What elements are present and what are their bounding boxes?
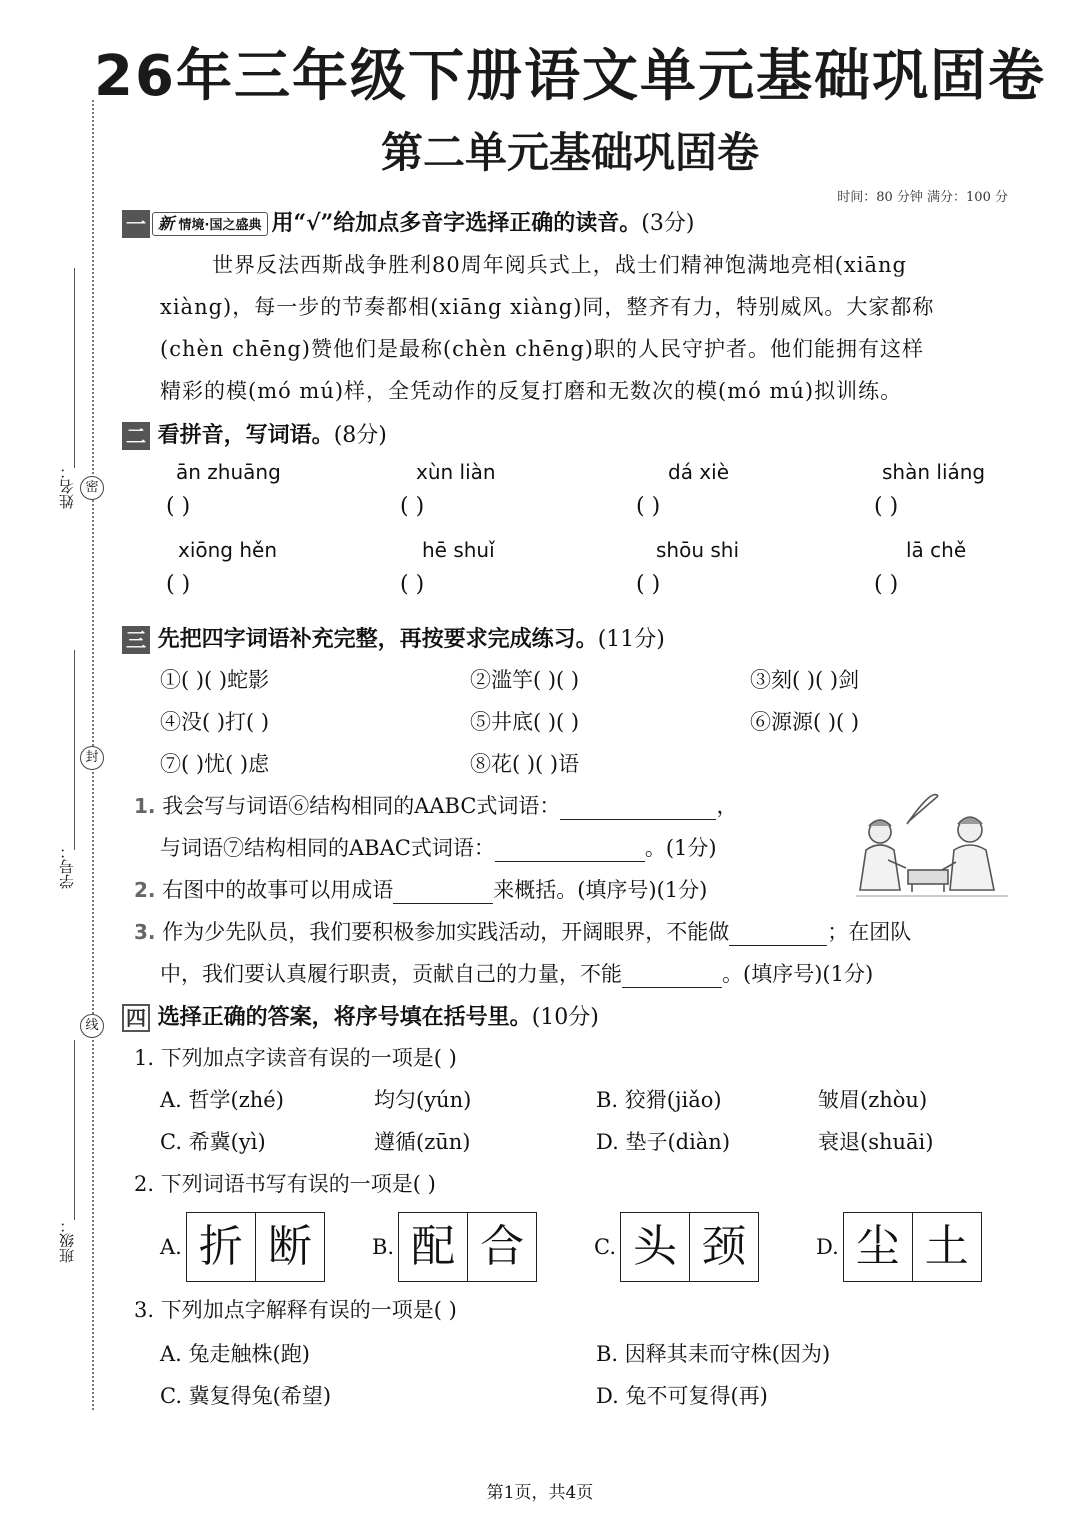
question-4-2[interactable]: 2. 下列词语书写有误的一项是( ) [134,1172,436,1196]
idiom-item[interactable]: ③刻( )( )剑 [750,668,860,692]
answer-blank[interactable]: ( ) [874,572,899,597]
answer-blank[interactable]: ( ) [636,494,661,519]
pinyin-item: xùn liàn [416,460,496,484]
choice-option[interactable]: D. 兔不可复得(再) [596,1384,768,1408]
question-number: 3. [134,920,156,944]
section-1-title: 用“√”给加点多音字选择正确的读音。 [271,210,642,236]
question-4-3[interactable]: 3. 下列加点字解释有误的一项是( ) [134,1298,457,1322]
question-text: 来概括。(填序号)(1分) [493,878,708,902]
pinyin-item: shōu shi [656,538,740,562]
pinyin-item: lā chě [906,538,967,562]
choice-option[interactable]: A. 兔走触株(跑) [160,1342,310,1366]
char-cell: 配 [398,1212,468,1282]
char-cell: 折 [186,1212,256,1282]
section-3-badge: 三 [122,626,150,654]
answer-blank[interactable]: ( ) [400,572,425,597]
student-id-write-line [74,650,75,850]
exam-meta: 时间：80 分钟 满分：100 分 [837,190,1008,205]
answer-line[interactable] [495,839,645,862]
choice-option: 均匀(yún) [374,1088,472,1112]
char-cell: 颈 [690,1212,759,1282]
seal-circle-xian: 线 [80,1014,104,1038]
question-3-1-b [160,832,717,862]
option-letter: A. [160,1235,182,1259]
question-number: 2. [134,878,156,902]
unit-title: 第二单元基础巩固卷 [380,128,759,177]
section-1-badge: 一 [122,210,150,238]
section-1-points: (3分) [641,211,695,236]
student-id-label: 学号： [58,844,76,889]
answer-blank[interactable]: ( ) [400,494,425,519]
passage-line: 世界反法西斯战争胜利80周年阅兵式上，战士们精神饱满地亮相(xiāng [212,253,907,277]
passage-line: (chèn chēng)赞他们是最称(chèn chēng)职的人民守护者。他们能拥有这样 [160,337,924,361]
choice-option: 衰退(shuāi) [818,1130,934,1154]
choice-option[interactable]: D. 垫子(diàn) [596,1130,731,1154]
idiom-item[interactable]: ⑤井底( )( ) [470,710,580,734]
tag-text: 情境·国之盛典 [178,218,262,233]
answer-line[interactable] [560,797,716,820]
question-number: 1. [134,794,156,818]
section-2-badge: 二 [122,422,150,450]
answer-line[interactable] [729,923,827,946]
section-1-header [122,206,694,238]
choice-option[interactable]: C. 冀复得兔(希望) [160,1384,332,1408]
idiom-item[interactable]: ①( )( )蛇影 [160,668,270,692]
option-letter: C. [594,1235,616,1259]
section-2-title: 看拼音，写词语。 [157,422,334,448]
name-write-line [74,268,75,468]
section-4-points: (10分) [531,1005,599,1030]
idiom-item[interactable]: ⑥源源( )( ) [750,710,860,734]
chess-story-illustration [852,786,1012,908]
choice-option[interactable]: C. 希冀(yì) [160,1130,266,1154]
section-3-title: 先把四字词语补充完整，再按要求完成练习。 [157,626,598,652]
question-3-1: 1. 我会写与词语⑥结构相同的AABC式词语： ， [134,794,738,818]
section-3-points: (11分) [597,627,665,652]
question-4-1[interactable]: 1. 下列加点字读音有误的一项是( ) [134,1046,457,1070]
idiom-item[interactable]: ⑦( )忧( )虑 [160,752,270,776]
option-letter: D. [816,1235,839,1259]
section-4-title: 选择正确的答案，将序号填在括号里。 [157,1004,532,1030]
choice-option: 皱眉(zhòu) [818,1088,928,1112]
question-text: 。(填序号)(1分) [722,962,874,986]
question-3-3-b [160,958,873,988]
choice-box-a[interactable] [160,1212,325,1282]
section-4-badge: 四 [122,1004,150,1032]
section-2-header [122,418,387,450]
answer-blank[interactable]: ( ) [166,572,191,597]
idiom-item[interactable]: ④没( )打( ) [160,710,270,734]
choice-option[interactable]: B. 狡猾(jiǎo) [596,1088,722,1112]
char-cell: 尘 [843,1212,913,1282]
seal-circle-mi: 密 [80,476,104,500]
pinyin-item: hē shuǐ [422,538,495,562]
question-text: 作为少先队员，我们要积极参加实践活动，开阔眼界，不能做 [162,920,730,944]
question-text: 我会写与词语⑥结构相同的AABC式词语： [162,794,561,818]
question-text: 右图中的故事可以用成语 [162,878,394,902]
answer-blank[interactable]: ( ) [874,494,899,519]
choice-option[interactable]: A. 哲学(zhé) [160,1088,284,1112]
idiom-item[interactable]: ⑧花( )( )语 [470,752,580,776]
char-cell: 断 [256,1212,325,1282]
choice-box-c[interactable] [594,1212,759,1282]
page-title: 26年三年级下册语文单元基础巩固卷 [94,44,1046,109]
passage-line: xiàng)，每一步的节奏都相(xiāng xiàng)同，整齐有力，特别威风。大家都称 [160,295,935,319]
section-3-header [122,622,665,654]
option-letter: B. [372,1235,395,1259]
char-cell: 土 [913,1212,982,1282]
page-number: 第1页，共4页 [486,1483,594,1503]
answer-blank[interactable]: ( ) [166,494,191,519]
seal-circle-feng: 封 [80,746,104,770]
section-4-header [122,1000,599,1032]
choice-box-d[interactable] [816,1212,982,1282]
choice-option[interactable]: B. 因释其耒而守株(因为) [596,1342,831,1366]
char-cell: 合 [468,1212,537,1282]
pinyin-item: xiōng hěn [178,538,278,562]
answer-line[interactable] [393,881,493,904]
tag-new: 新 [158,214,175,233]
choice-box-b[interactable] [372,1212,537,1282]
name-label: 姓名： [58,464,76,509]
question-text: ；在团队 [827,920,912,944]
question-3-3 [134,916,911,946]
pinyin-item: shàn liáng [882,460,986,484]
question-text: 中，我们要认真履行职责，贡献自己的力量，不能 [160,962,622,986]
question-points: 。(1分) [644,836,717,860]
answer-blank[interactable]: ( ) [636,572,661,597]
context-tag [152,212,268,236]
question-3-2 [134,874,707,904]
answer-line[interactable] [622,965,722,988]
section-2-points: (8分) [333,423,387,448]
passage-line: 精彩的模(mó mú)样，全凭动作的反复打磨和无数次的模(mó mú)拟训练。 [160,379,903,403]
char-cell: 头 [620,1212,690,1282]
choice-option: 遵循(zūn) [374,1130,471,1154]
pinyin-item: ān zhuāng [176,460,281,484]
class-write-line [74,1040,75,1220]
idiom-item[interactable]: ②滥竽( )( ) [470,668,580,692]
question-text: 与词语⑦结构相同的ABAC式词语： [160,836,495,860]
class-label: 班级： [58,1218,76,1263]
pinyin-item: dá xiè [668,460,730,484]
